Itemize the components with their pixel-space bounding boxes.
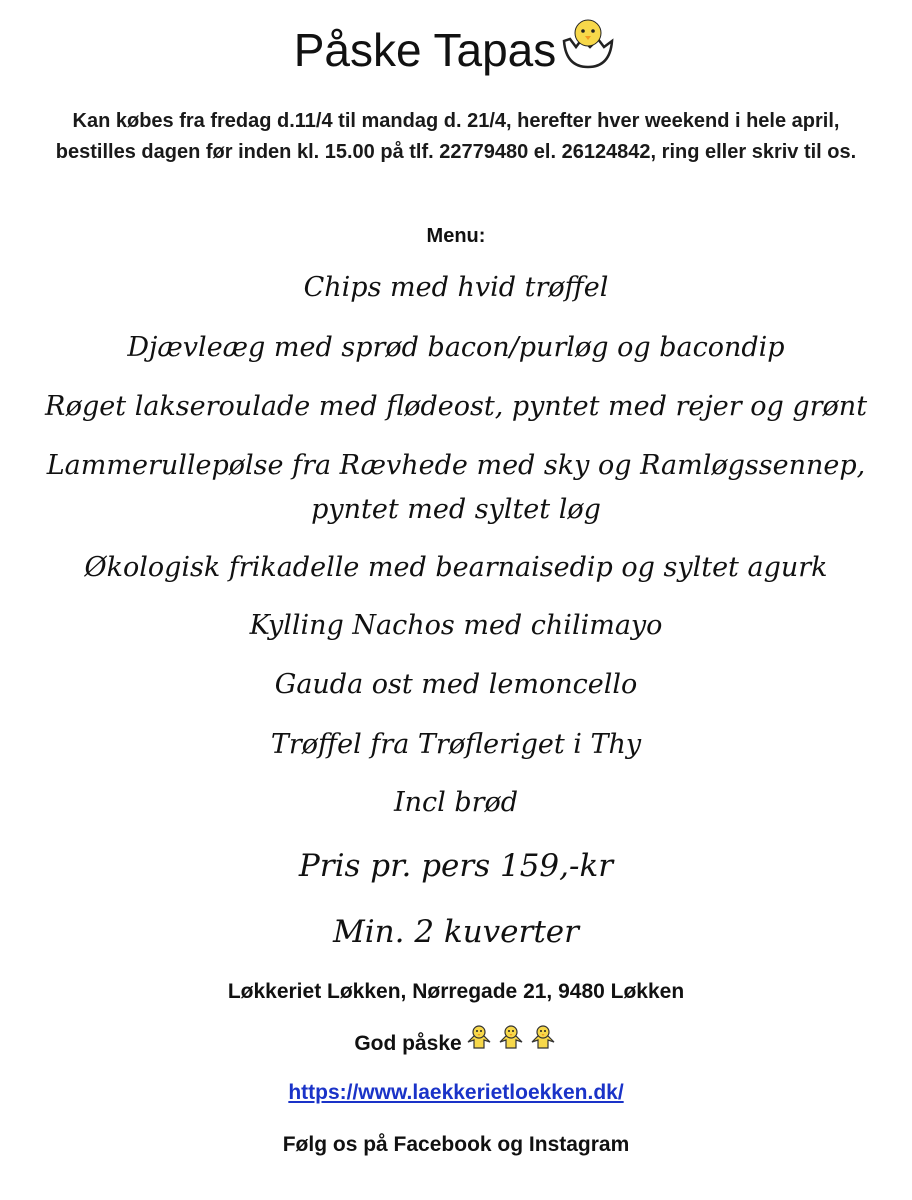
menu-item-continued: pyntet med syltet løg xyxy=(311,494,601,525)
baby-chick-icon xyxy=(464,1022,494,1061)
hatching-chick-icon xyxy=(558,17,618,81)
min-covers-line: Min. 2 kuverter xyxy=(333,914,579,950)
menu-item: Trøffel fra Trøfleriget i Thy xyxy=(270,729,642,760)
greeting-row xyxy=(0,1028,912,1061)
website-row xyxy=(0,1078,912,1108)
menu-item: Chips med hvid trøffel xyxy=(303,272,609,303)
page-title: Påske Tapas xyxy=(293,24,557,76)
menu-item: Incl brød xyxy=(393,787,519,818)
menu-item: Røget lakseroulade med flødeost, pyntet med rejer og grønt xyxy=(44,391,868,422)
address-line: Løkkeriet Løkken, Nørregade 21, 9480 Løkken xyxy=(227,980,685,1003)
menu-item: Djævleæg med sprød bacon/purløg og bacondip xyxy=(127,332,785,363)
baby-chick-icon xyxy=(496,1022,526,1061)
social-line: Følg os på Facebook og Instagram xyxy=(282,1133,630,1156)
baby-chick-icon xyxy=(528,1022,558,1061)
menu-item: Økologisk frikadelle med bearnaisedip og syltet agurk xyxy=(84,552,828,583)
menu-item: Gauda ost med lemoncello xyxy=(274,669,638,700)
title-row xyxy=(0,22,912,81)
order-info-text: Kan købes fra fredag d.11/4 til mandag d. 21/4, herefter hver weekend i hele april, bestilles dagen før inden kl. 15.00 på tlf. 22779480 el. 26124842, ring eller skriv til os. xyxy=(55,110,857,163)
price-line: Pris pr. pers 159,-kr xyxy=(298,848,614,884)
greeting-text: God påske xyxy=(354,1032,462,1056)
menu-heading: Menu: xyxy=(426,225,486,247)
menu-item: Kylling Nachos med chilimayo xyxy=(249,610,663,641)
website-link[interactable]: https://www.laekkerietloekken.dk/ xyxy=(288,1081,624,1104)
menu-item: Lammerullepølse fra Rævhede med sky og Ramløgssennep, xyxy=(46,450,866,481)
